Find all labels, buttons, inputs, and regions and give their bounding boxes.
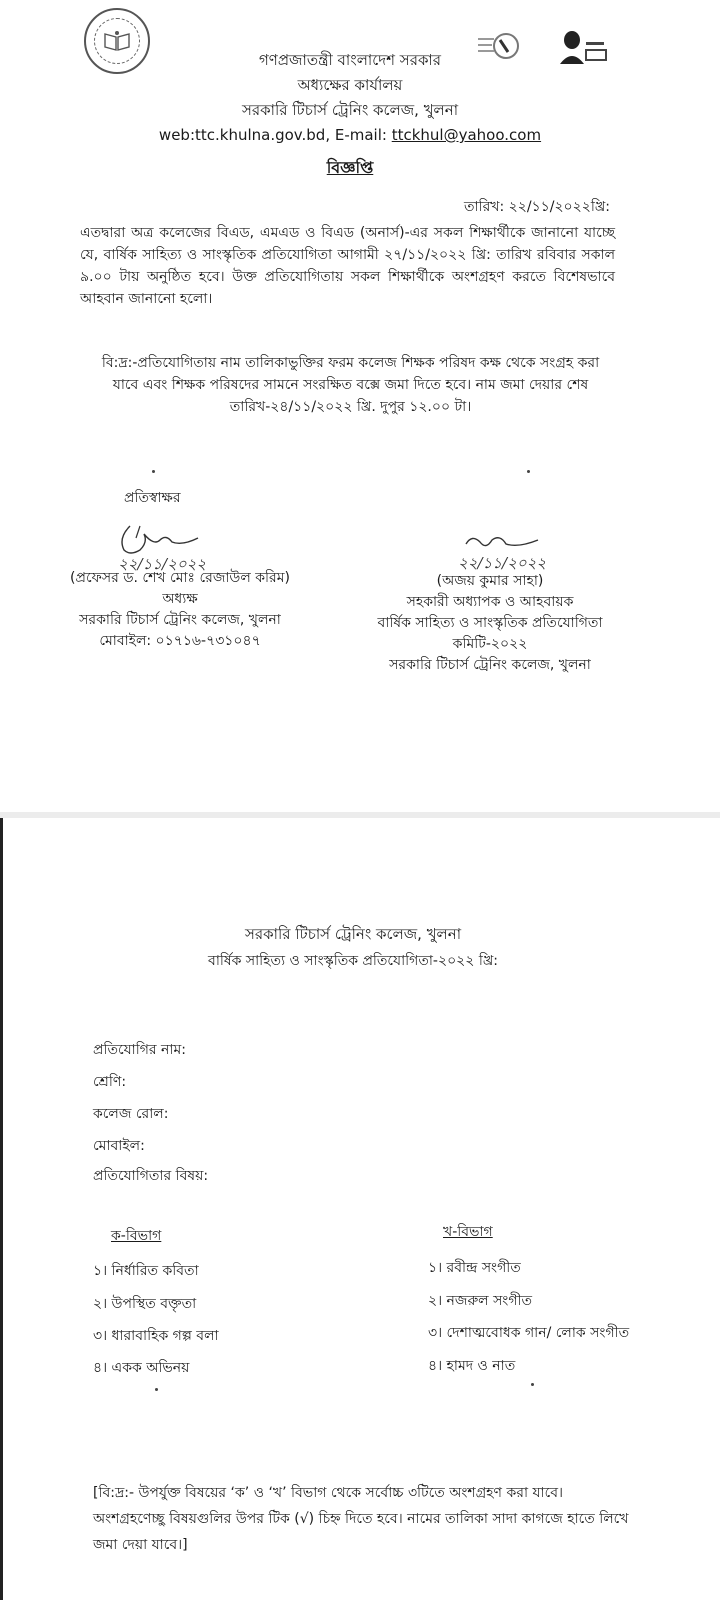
left-signer-name: (প্রফেসর ড. শেখ মোঃ রেজাউল করিম) <box>70 570 290 586</box>
field-class: শ্রেণি: <box>93 1074 127 1090</box>
right-signer-committee: বার্ষিক সাহিত্য ও সাংস্কৃতিক প্রতিযোগিতা <box>377 615 603 631</box>
notice-body: এতদ্বারা অত্র কলেজের বিএড, এমএড ও বিএড (অনার্স)-এর সকল শিক্ষার্থীকে জানানো যাচ্ছে যে, বার্ষিক সাহিত্য ও সাংস্কৃতিক প্রতিযোগিতা আগামী ২৭/১১/২০২২ খ্রি: তারিখ রবিবার সকাল ৯.০০ টায় অনুষ্ঠিত হবে। উক্ত প্রতিযোগিতায় সকল শিক্ষার্থীকে অংশগ্রহণ করতে বিশেষভাবে আহবান জানানো হলো। <box>80 225 615 307</box>
list-item: ২। উপস্থিত বক্তৃতা <box>93 1296 197 1312</box>
right-signer-name: (অজয় কুমার সাহা) <box>436 573 544 589</box>
speck <box>152 470 155 473</box>
right-signer-designation: সহকারী অধ্যাপক ও আহবায়ক <box>406 594 574 610</box>
list-item: ১। রবীন্দ্র সংগীত <box>428 1260 521 1276</box>
email-link[interactable]: ttckhul@yahoo.com <box>391 126 542 144</box>
office-name: অধ্যক্ষের কার্যালয় <box>297 76 403 94</box>
field-competition-subject: প্রতিযোগিতার বিষয়: <box>93 1168 209 1184</box>
list-item: ৪। হামদ ও নাত <box>428 1358 516 1374</box>
form-note: [বি:দ্র:- উপর্যুক্ত বিষয়ের ‘ক’ ও ‘খ’ বিভাগ থেকে সর্বোচ্চ ৩টিতে অংশগ্রহণ করা যাবে। অংশগ্রহণেচ্ছু বিষয়গুলির উপর টিক (√) চিহ্ন দিতে হবে। নামের তালিকা সাদা কাগজে হাতে লিখে জমা দেয়া যাবে।] <box>93 1485 629 1553</box>
right-signer-college: সরকারি টিচার্স ট্রেনিং কলেজ, খুলনা <box>389 657 591 673</box>
speck <box>527 470 530 473</box>
web-address: web:ttc.khulna.gov.bd, E-mail: <box>158 126 392 144</box>
section-kha-title: খ-বিভাগ <box>443 1224 493 1240</box>
countersign-label: প্রতিস্বাক্ষর <box>124 490 181 506</box>
left-signer-college: সরকারি টিচার্স ট্রেনিং কলেজ, খুলনা <box>79 612 281 628</box>
field-mobile: মোবাইল: <box>93 1138 145 1154</box>
notice-title: বিজ্ঞপ্তি <box>326 158 374 177</box>
contact-line <box>100 123 600 148</box>
list-item: ২। নজরুল সংগীত <box>428 1293 533 1309</box>
college-name: সরকারি টিচার্স ট্রেনিং কলেজ, খুলনা <box>241 101 459 119</box>
left-signer-designation: অধ্যক্ষ <box>162 591 198 607</box>
section-ka-title: ক-বিভাগ <box>111 1228 162 1244</box>
government-title: গণপ্রজাতন্ত্রী বাংলাদেশ সরকার <box>258 51 442 69</box>
left-sign-date: ২২/১১/২০২২ <box>118 555 207 573</box>
right-signer-committee-year: কমিটি-২০২২ <box>452 636 528 652</box>
notice-date: তারিখ: ২২/১১/২০২২খ্রি: <box>464 199 610 215</box>
book-icon <box>103 30 131 52</box>
right-sign-date: ২২/১১/২০২২ <box>458 554 547 572</box>
list-item: ৪। একক অভিনয় <box>93 1360 190 1376</box>
field-college-roll: কলেজ রোল: <box>93 1106 169 1122</box>
speck <box>531 1383 534 1386</box>
list-item: ১। নির্ধারিত কবিতা <box>93 1263 199 1279</box>
form-event-title: বার্ষিক সাহিত্য ও সাংস্কৃতিক প্রতিযোগিতা-২০২২ খ্রি: <box>208 953 498 969</box>
list-item: ৩। দেশাত্মবোধক গান/ লোক সংগীত <box>428 1325 630 1341</box>
speck <box>155 1388 158 1391</box>
left-signer-mobile: মোবাইল: ০১৭১৬-৭৩১০৪৭ <box>99 633 261 649</box>
registration-form-page <box>0 818 720 1600</box>
form-college-name: সরকারি টিচার্স ট্রেনিং কলেজ, খুলনা <box>244 925 462 943</box>
list-item: ৩। ধারাবাহিক গল্প বলা <box>93 1328 219 1344</box>
field-participant-name: প্রতিযোগির নাম: <box>93 1042 186 1058</box>
notice-note: বি:দ্র:-প্রতিযোগিতায় নাম তালিকাভুক্তির ফরম কলেজ শিক্ষক পরিষদ কক্ষ থেকে সংগ্রহ করা যাবে এবং শিক্ষক পরিষদের সামনে সংরক্ষিত বক্সে জমা দিতে হবে। নাম জমা দেয়ার শেষ তারিখ-২৪/১১/২০২২ খ্রি. দুপুর ১২.০০ টা। <box>101 355 600 415</box>
